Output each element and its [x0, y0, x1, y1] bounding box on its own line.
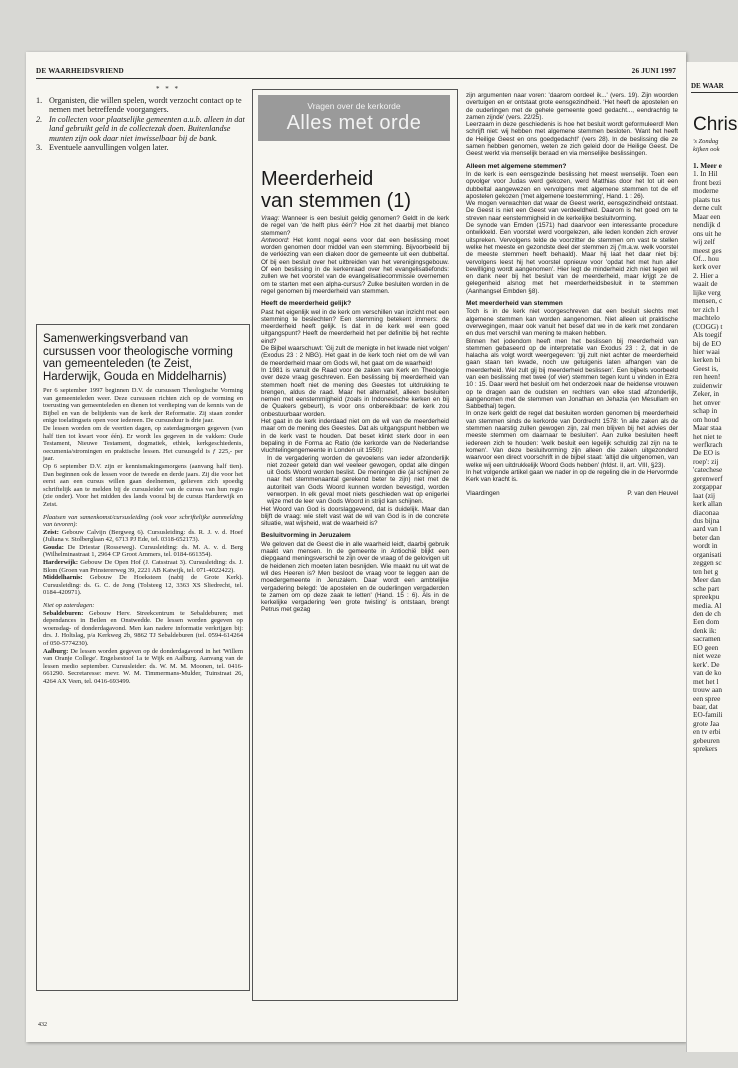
- location-middelharnis: Middelharnis: Gebouw De Hoeksteen (nabij de Grote Kerk). Cursusleiding: ds. G. C. de Jong (Tolsteeg 12, 3363 XS Sliedrecht, tel. 0184-420971).: [43, 574, 243, 597]
- next-page-line: spreekpu: [693, 592, 720, 602]
- list-item: 1. Organisten, die willen spelen, wordt verzocht contact op te nemen met betreffende voorgangers.: [36, 96, 242, 115]
- next-page-line: Een dom: [693, 617, 720, 627]
- next-page-line: laat (zij: [693, 490, 716, 500]
- next-page-line: grote Jaa: [693, 718, 720, 728]
- next-page-line: mensen, c: [693, 296, 723, 306]
- next-page-edge: [686, 62, 738, 1052]
- next-page-line: EO-famili: [693, 710, 723, 720]
- paragraph: Binnen het jodendom heeft men het beslissen bij meerderheid van stemmen gebaseerd op de interpretatie van Exodus 23 : 2, dat in de halacha als volgt wordt weergegeven: 'gij zult niet achter de meerderheid gaan staan ten kwade, noch uw getuigenis laten afhangen van de meerderheid. Wel zult gij bij meerderheid beslissen'. Een bijbels voorbeeld van een beslissing met twee (of vier) stemmen tegen kunt u vinden in Ezra 10 : 15. Daar werd het besluit om het onderzoek naar de heidense vrouwen op te dragen aan de oudsten en rechters van elke stad afzonderlijk, aangenomen met de stemmen van Jonathan en Jehazia (en Mesullam en Sabbethai) tegen.: [466, 337, 678, 411]
- next-page-line: beter dan: [693, 532, 720, 542]
- paragraph: zijn argumenten naar voren: 'daarom oordeel ik...' (vers. 19). Zijn woorden overtuigen en er ontstaat grote eensgezindheid. 'Het heeft de apostelen en de ouderlingen met de gehele gemeente goed gedacht..., eendrachtig te zamen zijnde' (vers. 22/25).: [466, 92, 678, 121]
- next-page-line: 2. Hier a: [693, 270, 719, 280]
- next-page-subtitle: 's Zondag kijken ook: [693, 138, 720, 153]
- next-page-line: ter zich l: [693, 304, 719, 314]
- next-page-line: zuidenwir: [693, 380, 723, 390]
- next-page-line: kerk allan: [693, 499, 722, 509]
- next-page-line: front bezi: [693, 177, 722, 187]
- next-page-line: kerk'. De: [693, 659, 720, 669]
- next-page-line: 1. Meer e: [693, 161, 722, 170]
- subheading: Alleen met algemene stemmen?: [466, 162, 567, 170]
- page-number: 432: [38, 1022, 47, 1028]
- box-title: Samenwerkingsverband van cursussen voor theologische vorming van gemeenteleden (te Zeist, Harderwijk, Gouda en Middelharnis): [43, 333, 233, 383]
- paragraph: Toch is in de kerk niet voorgeschreven dat een besluit slechts met algemene stemmen kan worden aangenomen. Niet alleen uit praktische overwegingen, maar ook vanuit het besef dat we in de kerk met zondaren en dus met verschil van mening te maken hebben.: [466, 308, 678, 338]
- next-page-line: roep': zij: [693, 456, 719, 466]
- next-page-line: Maar staa: [693, 423, 722, 433]
- next-page-header: DE WAAR: [691, 82, 724, 90]
- places-label: Plaatsen van samenkomst/cursusleiding (ook voor schriftelijke aanmelding van tevoren):: [43, 513, 243, 529]
- subheading: Besluitvorming in Jeruzalem: [261, 532, 351, 540]
- next-page-line: ten het g: [693, 566, 719, 576]
- next-page-line: derne cult: [693, 203, 722, 213]
- next-page-rule: [691, 92, 738, 93]
- list-item: 3. Eventuele aanvullingen volgen later.: [36, 143, 169, 153]
- newspaper-name: DE WAARHEIDSVRIEND: [36, 67, 124, 75]
- next-page-line: EO geen: [693, 642, 719, 652]
- issue-date: 26 JUNI 1997: [631, 67, 676, 75]
- next-page-line: het niet te: [693, 431, 722, 441]
- next-page-line: van de ko: [693, 668, 722, 678]
- next-page-line: De EO is: [693, 448, 720, 458]
- paragraph: Het Woord van God is doorslaggevend, dat is duidelijk. Maar dan blijft de vraag: wie stelt vast wat de wil van God is in de concrete situatie, wat wijsheid, wat de waarheid is?: [261, 505, 449, 528]
- paragraph: De Bijbel waarschuwt: 'Gij zult de menigte in het kwade niet volgen' (Exodus 23 : 2 NBG). Het gaat in de kerk toch niet om de wil van de meerderheid maar om Gods wil, het gaat om de waarheid!: [261, 345, 449, 367]
- box-paragraph: Op 6 september D.V. zijn er kennismakingsmorgens (aanvang half tien). Dan beginnen ook de lessen voor de tweede en derde jaars. Zij die voor het eerst aan een cursus willen gaan deelnemen, gelieven zich spoedig schriftelijk aan te melden bij de cursusleider van de cursus van hun regio (zie onder). Voor het midden des lands vooral bij de cursus Harderwijk en Zeist.: [43, 462, 243, 508]
- page-header: [36, 67, 676, 75]
- next-page-line: 1. In Hil: [693, 169, 718, 179]
- next-page-title: Chris: [693, 114, 738, 135]
- next-page-line: nendijk d: [693, 220, 721, 230]
- next-page-line: wij zelf: [693, 237, 716, 247]
- next-page-line: baar, dat: [693, 702, 718, 711]
- next-page-line: waait de: [693, 279, 718, 289]
- next-page-line: het onver: [693, 397, 721, 407]
- location-aalburg: Aalburg: De lessen worden gegeven op de donderdagavond in het 'Willem van Oranje College'. Engelsestoof 1a te Wijk en Aalburg. Aanvang van de lessen medio september. Cursusleider: ds. W. M. M. Moonen, tel. 0416-661290. Secretaresse: mevr. W. M. Timmermans-Mulder, Tuinstraat 26, 4264 AX Veen, tel. 0416-693499.: [43, 647, 243, 685]
- next-page-line: Of... hou: [693, 253, 719, 263]
- next-page-line: meest ges: [693, 245, 722, 255]
- next-page-line: schap in: [693, 406, 718, 416]
- newspaper-page: [26, 52, 686, 1042]
- paragraph: In de kerk is een eensgezinde beslissing het meest wenselijk. Toen een opvolger voor Judas werd gekozen, werd Matthias door het lot uit een dubbeltal aangewezen en vervolgens met algemene stemmen tot de elf apostelen gekozen ('met algemene toestemming', Hand. 1 : 26).: [466, 170, 678, 200]
- paragraph: De synode van Emden (1571) had daarvoor een interessante procedure ontwikkeld. Een voorstel werd voorgelezen, alle leden konden zich erover uitspreken. Vervolgens telde de voorzitter de stemmen om vast te stellen welke het meeste en gezondste deel der stemmen zij ('m.a.w. welk voorstel de meeste stemmen heeft behaald). Maar hij laat het daar niet bij: vervolgens leest hij het voorstel opnieuw voor 'opdat het met hun aller bewilliging wordt aangenomen'. Hier legt de minderheid zich niet tegen wil en dank neer bij het besluit van de meerderheid, maar krijgt ze de gelegenheid alsnog met het meerderheidsbesluit in te stemmen (Aanhangsel Embden §8).: [466, 222, 678, 295]
- numbered-list: [36, 96, 251, 152]
- next-page-line: en tv erbi: [693, 727, 721, 737]
- next-page-line: zeggen sc: [693, 558, 722, 568]
- list-item: 2. In collecten voor plaatselijke gemeenten a.u.b. alleen in dat land gebruikt geld in de collectezak doen. Buitenlandse munten zijn ook daar niet inwisselbaar bij de bank.: [36, 114, 245, 143]
- next-page-line: niet weze: [693, 651, 721, 661]
- banner-series: Vragen over de kerkorde: [307, 101, 401, 111]
- next-page-line: dus bijna: [693, 516, 720, 526]
- paragraph: Past het eigenlijk wel in de kerk om verschillen van inzicht met een stemming te beslechten? Een stemming betekent immers: de meerderheid heeft gelijk. Is dat in de kerk wel een goed uitgangspunt? Heeft de meerderheid het per definitie bij het rechte eind?: [261, 308, 449, 345]
- next-page-line: ren heen!: [693, 372, 721, 382]
- next-page-line: Als toegif: [693, 330, 722, 340]
- location-sebaldeburen: Sebaldeburen: Gebouw Herv. Streekcentrum te Sebaldeburen; met dependances in Beilen en Onstwedde. De lessen worden gegeven op woensdag- of donderdagavond. Men kan nadere informatie verkrijgen bij: drs. J. Holtslag, p/a Kerkweg 2b, 9862 TJ Sebaldeburen (tel. 0594-614264 of 050-5774230).: [43, 609, 243, 647]
- next-page-line: wordt in: [693, 541, 718, 551]
- weekday-label: Niet op zaterdagen:: [43, 602, 95, 610]
- next-page-line: ons uit he: [693, 228, 722, 238]
- next-page-line: sacramen: [693, 634, 721, 644]
- banner-title: Alles met orde: [286, 112, 422, 134]
- next-page-line: den de ch: [693, 609, 721, 619]
- next-page-line: kerken bi: [693, 355, 721, 365]
- next-page-line: media. Al: [693, 600, 722, 610]
- paragraph: We mogen verwachten dat waar de Geest werkt, eensgezindheid ontstaat. De Geest is niet een Geest van verdeeldheid. Daarom is het goed om te streven naar eenstemmigheid in de kerkelijke besluitvorming.: [466, 200, 678, 222]
- ornament: * * *: [156, 85, 180, 93]
- subheading: Met meerderheid van stemmen: [466, 300, 563, 308]
- next-page-line: gerenwerf: [693, 473, 723, 483]
- location-gouda: Gouda: De Driestar (Rosseweg). Cursusleiding: ds. M. A. v. d. Berg (Wilhelminastraat 1, 2964 CP Groot Ammers, tel. 0184-661354).: [43, 543, 243, 559]
- next-page-line: moderne: [693, 186, 719, 196]
- next-page-line: met het l: [693, 676, 719, 686]
- byline-author: P. van den Heuvel: [627, 490, 678, 498]
- paragraph: In onze kerk geldt de regel dat besluiten worden genomen bij meerderheid van stemmen sinds de kerkorde van Dordrecht 1578: 'in alle zaken als de stemmen naarstig zullen gewogen zijn, zal men blijven bij het advies der meeste stemmen om daarnaar te besluiten'. Aan zulke besluiten heeft iedereen zich te houden: 'welk besluit een legelijk schuldig zal zijn na te komen'. Van deze besluitvorming zijn alleen die zaken uitgezonderd waarvoor een direct voorschrift in de bijbel staat: 'altijd die uitgenomen, van welke wij een uitdrukkelijk Woord Gods hebben' (hfdst. II, art. VIII, §23).: [466, 410, 678, 469]
- next-page-line: Maar een: [693, 211, 721, 221]
- next-page-line: zorgappar: [693, 482, 723, 492]
- next-page-line: hier waai: [693, 346, 720, 356]
- byline-place: Vlaardingen: [466, 490, 500, 498]
- next-page-line: sprekers: [693, 744, 718, 754]
- next-page-line: sche part: [693, 583, 720, 593]
- next-page-line: (COGG) t: [693, 321, 723, 331]
- next-page-line: trouw aan: [693, 685, 722, 695]
- next-page-line: kerk over: [693, 262, 721, 272]
- paragraph: In 1981 is vanuit de Raad voor de zaken van Kerk en Theologie over deze vraag geschreven. Een beslissing bij meerderheid van stemmen hoeft niet de mening des Geestes tot uitdrukking te brengen, aldus de raad. Maar het alternatief, alleen besluiten nemen met eenstemmigheid (zoals in Indonesische kerken en bij de Quakers gebeurt), is voor ons onbereikbaar: de kerk zou onbestuurbaar worden.: [261, 366, 449, 418]
- paragraph: Het gaat in de kerk inderdaad niet om de wil van de meerderheid maar om de mening des Geestes. Dat als uitgangspunt hebben we in de kerk vast te houden. Dat beset klinkt sterk door in een bepaling in de Forma ac Ratio (de kerkorde van de Nederlandse vluchtelingengemeente in Londen uit 1550):: [261, 418, 449, 455]
- next-page-line: om houd: [693, 414, 719, 424]
- next-page-line: organisati: [693, 549, 722, 559]
- next-page-line: 'catechese: [693, 465, 723, 475]
- paragraph: In het volgende artikel gaan we nader in op de regeling die in de Hervormde Kerk van kracht is.: [466, 468, 678, 484]
- article-title: Meerderheid van stemmen (1): [261, 168, 412, 212]
- box-paragraph: De lessen worden om de veertien dagen, op zaterdagmorgen gegeven (van half tien tot kwart voor één). Er wordt les gegeven in de vakken: Oude Testament, Nieuwe Testament, dogmatiek, ethiek, kerkgeschiedenis, oecumenia/stromingen en praktische lessen. Het cursusgeld is ƒ 225,- per jaar.: [43, 424, 243, 463]
- next-page-line: aard van l: [693, 524, 722, 534]
- next-page-line: Zeker, in: [693, 389, 720, 399]
- next-page-line: machtelo: [693, 313, 720, 323]
- course-announcement-box: [36, 324, 250, 991]
- next-page-line: werfkrach: [693, 439, 723, 449]
- next-page-line: plaats tus: [693, 194, 721, 204]
- location-harderwijk: Harderwijk: Gebouw De Open Hof (J. Catsstraat 3). Cursusleiding: ds. J. Blom (Groen van Prinstererweg 39, 2221 AB Katwijk, tel. 071-4022422).: [43, 559, 243, 574]
- next-page-line: denk ik:: [693, 625, 717, 635]
- next-page-line: Geest is,: [693, 363, 719, 373]
- answer: Antwoord: Het komt nogal eens voor dat een beslissing moet worden genomen door middel van een stemming. Bijvoorbeeld bij de verkiezing van een diaken door de gemeente uit een dubbeltal. Of bij een besluit over het uitbreiden van het verenigingsgebouw. Of een beslissing in de kerkenraad over het evangelisatiefonds: zullen we het voorstel van de evangelisatiecommissie overnemen om te starten met een alpha-cursus? Zulke besluiten worden in de regel genomen bij meerderheid van stemmen.: [261, 236, 449, 295]
- box-paragraph: Per 6 september 1997 beginnen D.V. de cursussen Theologische Vorming van gemeenteleden weer. Deze cursussen richten zich op de vorming en toerusting van gemeenteleden en dienen tot verdieping van de kennis van de Bijbel en van de belijdenis van de kerk der Reformatie. Zij staan zonder enige toelatingseis open voor iedereen. De cursusduur is drie jaar.: [43, 387, 243, 425]
- next-page-line: lijke verg: [693, 287, 721, 297]
- next-page-line: Meer dan: [693, 575, 721, 585]
- header-rule: [36, 78, 676, 79]
- subheading: Heeft de meerderheid gelijk?: [261, 300, 352, 308]
- question: Vraag: Wanneer is een besluit geldig genomen? Geldt in de kerk de regel van 'de helft plus één'? Hoe zit het daarbij met blanco stemmen?: [261, 215, 449, 237]
- next-page-line: gebeuren: [693, 735, 720, 745]
- paragraph: We geloven dat de Geest die in alle waarheid leidt, daarbij gebruik maakt van mensen. In de gemeente in Antiochië blijkt een diepgaand meningsverschil te zijn over de vraag of de gelovigen uit de heidenen zich moeten laten besnijden. Wie maakt nu uit wat de wil des Heeren is? Men besloot de vraag voor te leggen aan de moedergemeente in Jeruzalem. Daar wordt een ambtelijke vergadering belegd: 'de apostelen en de ouderlingen vergaderden te zamen om op deze zaak te letten' (Hand. 15 : 6). Als in de kerkelijke vergadering 'een grote twisting' is ontstaan, brengt Petrus met gezag: [261, 540, 449, 614]
- next-page-line: diaconaa: [693, 507, 719, 517]
- next-page-text: [693, 162, 738, 754]
- quote: In de vergadering worden de gevoelens van ieder afzonderlijk niet zozeer geteld dan wel veeleer gewogen, opdat alle dingen uit Gods Woord worden beslist. De meningen die (al schijnen ze naar het stemmenaantal gerekend beter te zijn) niet met de autoriteit van Gods Woord kunnen worden bevestigd, worden verworpen. In elk geval moet niets geschieden wat op enigerlei wijze met de leer van Gods Woord in strijd kan schijnen.: [267, 454, 449, 506]
- location-zeist: Zeist: Gebouw Calvijn (Bergweg 6). Cursusleiding: ds. R. J. v. d. Hoef (Juliana v. Stolberglaan 42, 6713 PJ Ede, tel. 0318-652173).: [43, 528, 243, 544]
- next-page-line: bij de EO: [693, 338, 721, 348]
- next-page-line: een spree: [693, 693, 721, 703]
- paragraph: Leerzaam in deze geschiedenis is hoe het besluit wordt geformuleerd! Men schrijft niet: wij hebben met algemene stemmen besloten. 'Want het heeft de Heilige Geest en ons goedgedacht!' (vers 28). In de beslissing die ze samen hebben genomen, weten ze zich geleid door de Heilige Geest. De Geest werkt via menselijk beraad en via menselijke beslissingen.: [466, 121, 678, 158]
